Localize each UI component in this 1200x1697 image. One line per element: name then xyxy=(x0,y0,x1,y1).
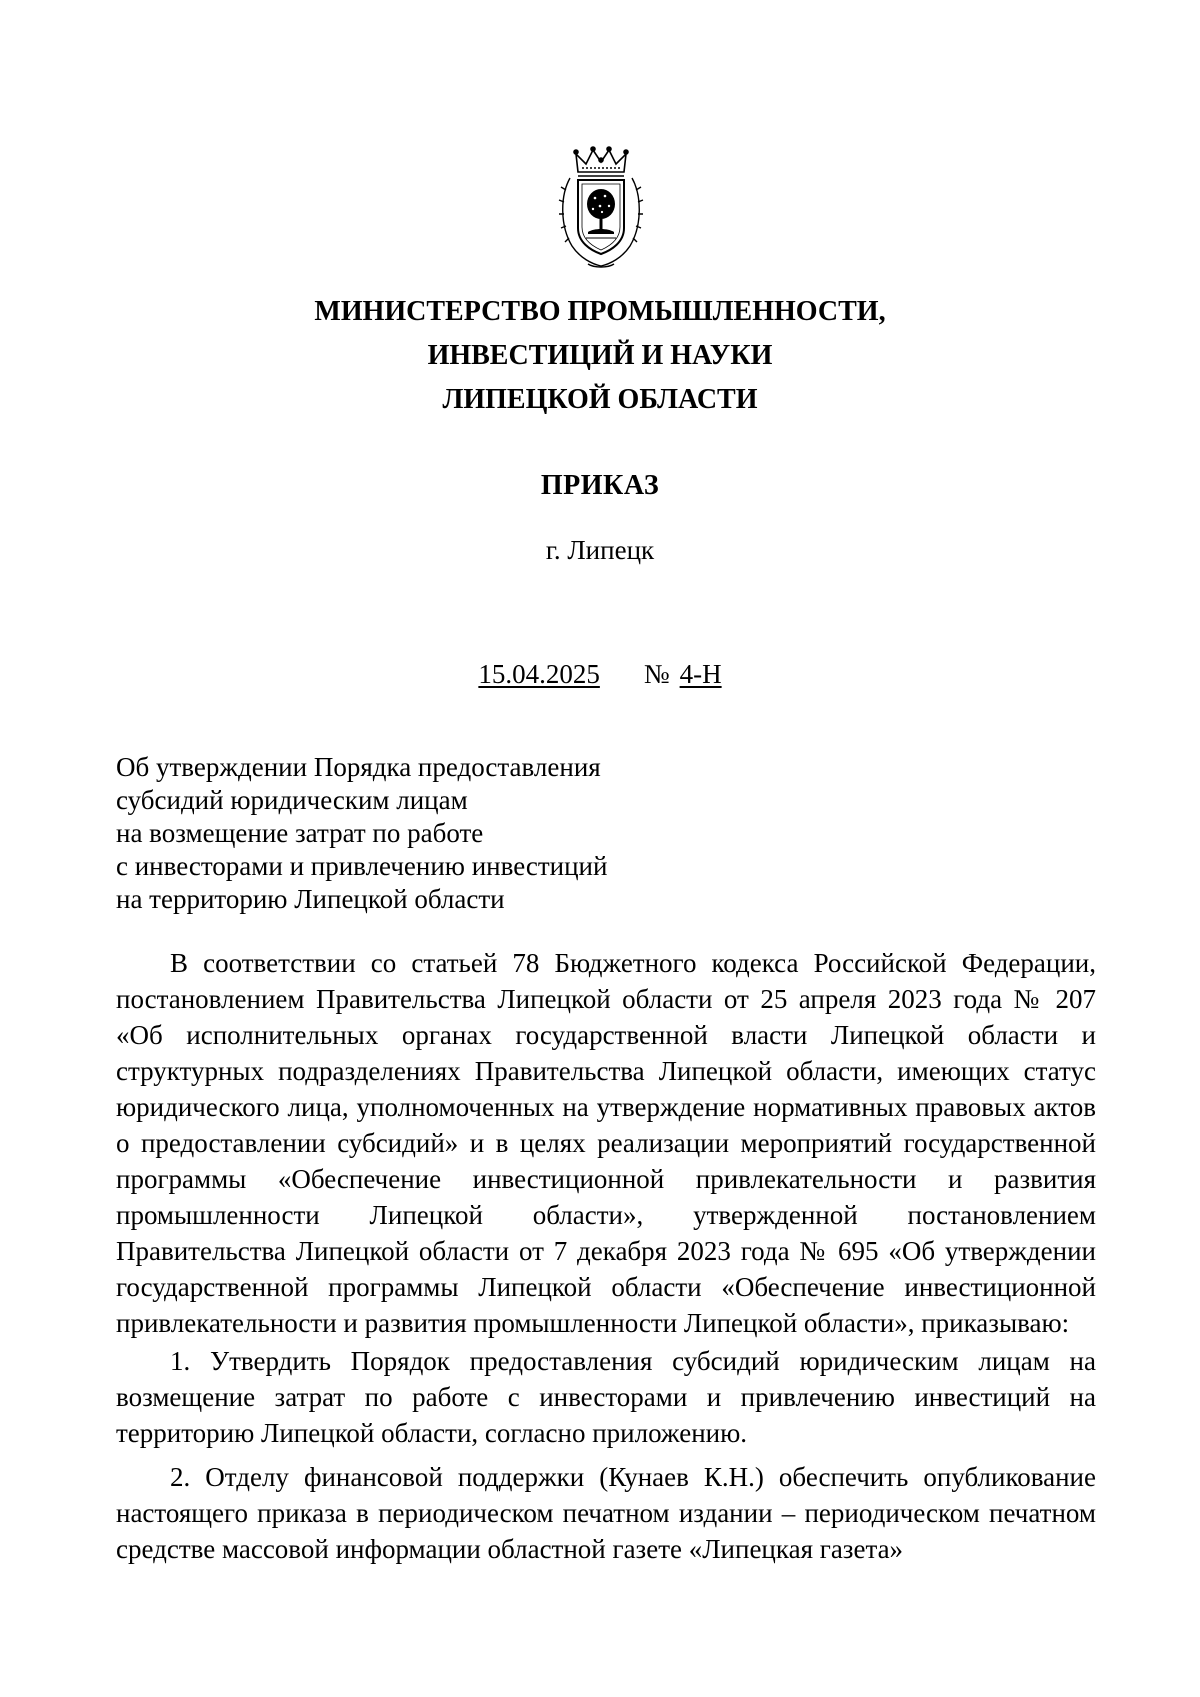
document-number: 4-Н xyxy=(679,659,722,689)
subject-line: Об утверждении Порядка предоставления xyxy=(116,752,601,782)
ministry-line: ЛИПЕЦКОЙ ОБЛАСТИ xyxy=(442,384,758,415)
document-type: ПРИКАЗ xyxy=(540,470,660,501)
city: г. Липецк xyxy=(545,535,655,565)
subject-line: на территорию Липецкой области xyxy=(116,884,505,914)
subject-line: субсидий юридическим лицам xyxy=(116,785,468,815)
document-body xyxy=(116,945,1096,1567)
ministry-line: МИНИСТЕРСТВО ПРОМЫШЛЕННОСТИ, xyxy=(314,296,886,327)
coat-of-arms-icon xyxy=(558,146,644,270)
ministry-name xyxy=(0,290,1200,422)
subject-line: на возмещение затрат по работе xyxy=(116,818,484,848)
number-sign: № xyxy=(643,659,670,689)
subject-line: с инвесторами и привлечению инвестиций xyxy=(116,851,608,881)
item-1-paragraph: 1. Утвердить Порядок предоставления субсидий юридическим лицам на возмещение затрат по работе с инвесторами и привлечению инвестиций на территорию Липецкой области, согласно приложению. xyxy=(116,1346,1096,1448)
ministry-line: ИНВЕСТИЦИЙ И НАУКИ xyxy=(427,340,773,371)
document-date: 15.04.2025 xyxy=(478,659,600,689)
preamble-paragraph: В соответствии со статьей 78 Бюджетного кодекса Российской Федерации, постановлением Правительства Липецкой области от 25 апреля 2023 года № 207 «Об исполнительных органах государственной власти Липецкой области и структурных подразделениях Правительства Липецкой области, имеющих статус юридического лица, уполномоченных на утверждение нормативных правовых актов о предоставлении субсидий» и в целях реализации мероприятий государственной программы «Обеспечение инвестиционной привлекательности и развития промышленности Липецкой области», утвержденной постановлением Правительства Липецкой области от 7 декабря 2023 года № 695 «Об утверждении государственной программы Липецкой области «Обеспечение инвестиционной привлекательности и развития промышленности Липецкой области», приказываю: xyxy=(116,948,1096,1338)
date-number-line xyxy=(0,656,1200,692)
document-subject xyxy=(116,751,816,916)
item-2-paragraph: 2. Отделу финансовой поддержки (Кунаев К.Н.) обеспечить опубликование настоящего приказа в периодическом печатном издании – периодическом печатном средстве массовой информации областной газете «Липецкая газета» xyxy=(116,1462,1096,1564)
